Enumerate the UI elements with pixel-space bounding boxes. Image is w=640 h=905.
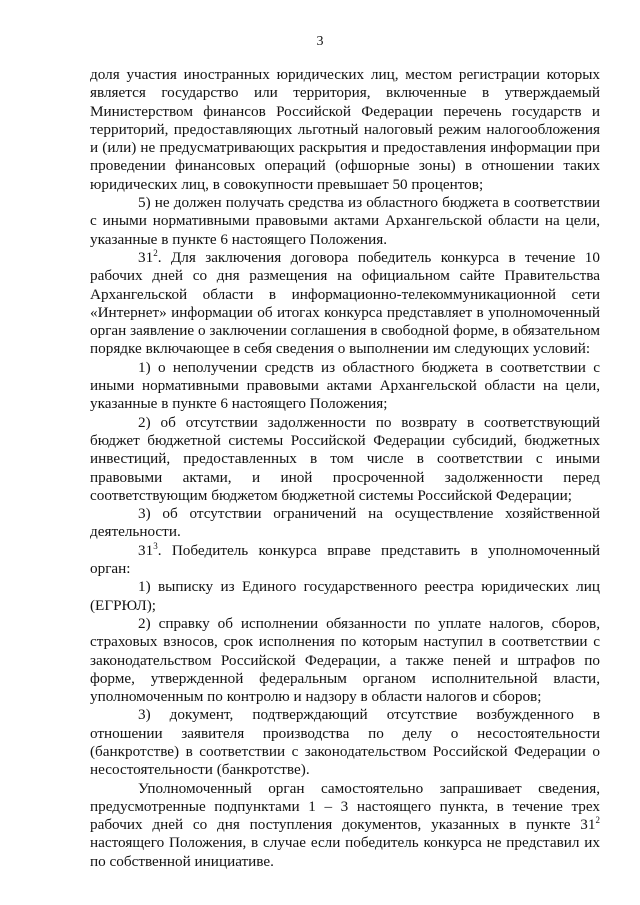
list-item-2: 2) об отсутствии задолженности по возврату в соответствующий бюджет бюджетной системы Российской Федерации субсидий, бюджетных инвестиций, предоставленных в том числе в соответствии с иными правовыми актами, и иной просроченной задолженности перед соответствующим бюджетом бюджетной системы Российской Федерации; (90, 413, 600, 504)
superscript: 3 (153, 540, 158, 551)
paragraph-condition-5: 5) не должен получать средства из областного бюджета в соответствии с иными нормативными правовыми актами Архангельской области на цели, указанные в пункте 6 настоящего Положения. (90, 194, 600, 248)
superscript: 2 (153, 247, 158, 258)
doc-item-3: 3) документ, подтверждающий отсутствие возбужденного в отношении заявителя производства по делу о несостоятельности (банкротстве) в соответствии с законодательством Российской Федерации о несостоятельности (банкротстве). (90, 706, 600, 779)
doc-item-1: 1) выписку из Единого государственного реестра юридических лиц (ЕГРЮЛ); (90, 578, 600, 614)
list-item-3: 3) об отсутствии ограничений на осуществление хозяйственной деятельности. (90, 505, 600, 541)
paragraph-31-3: $31^3$. Победитель конкурса вправе представить в уполномоченный орган: (90, 540, 600, 578)
paragraph-foreign-share: доля участия иностранных юридических лиц, местом регистрации которых является государство или территория, включенные в утверждаемый Министерством финансов Российской Федерации перечень государств и территорий, предоставляющих льготный налоговый режим налогообложения и (или) не предусматривающих раскрытия и предоставления информации при проведении финансовых операций (офшорные зоны) в отношении таких юридических лиц, в совокупности превышает 50 процентов; (90, 66, 600, 193)
list-item-1: 1) о неполучении средств из областного бюджета в соответствии с иными нормативными правовыми актами Архангельской области на цели, указанные в пункте 6 настоящего Положения; (90, 358, 600, 413)
document-body (90, 66, 600, 871)
page-number: 3 (316, 34, 324, 49)
paragraph-authorized-body: Уполномоченный орган самостоятельно запрашивает сведения, предусмотренные подпунктами 1 – 3 настоящего пункта, в течение трех рабочих дней со дня поступления документов, указанных в пункте $31^2$ настоящего Положения, в случае если победитель конкурса не представил их по собственной инициативе. (90, 779, 600, 870)
superscript: 2 (595, 815, 600, 826)
doc-item-2: 2) справку об исполнении обязанности по уплате налогов, сборов, страховых взносов, срок исполнения по которым наступил в соответствии с законодательством Российской Федерации, а также пеней и штрафов по форме, утвержденной федеральным органом исполнительной власти, уполномоченным по контролю и надзору в области налогов и сборов; (90, 614, 600, 706)
paragraph-31-2: $31^2$. Для заключения договора победитель конкурса в течение 10 рабочих дней со дня размещения на официальном сайте Правительства Архангельской области в информационно-телекоммуникационной сети «Интернет» информации об итогах конкурса представляет в уполномоченный орган заявление о заключении соглашения в свободной форме, в обязательном порядке включающее в себя сведения о выполнении им следующих условий: (90, 247, 600, 358)
